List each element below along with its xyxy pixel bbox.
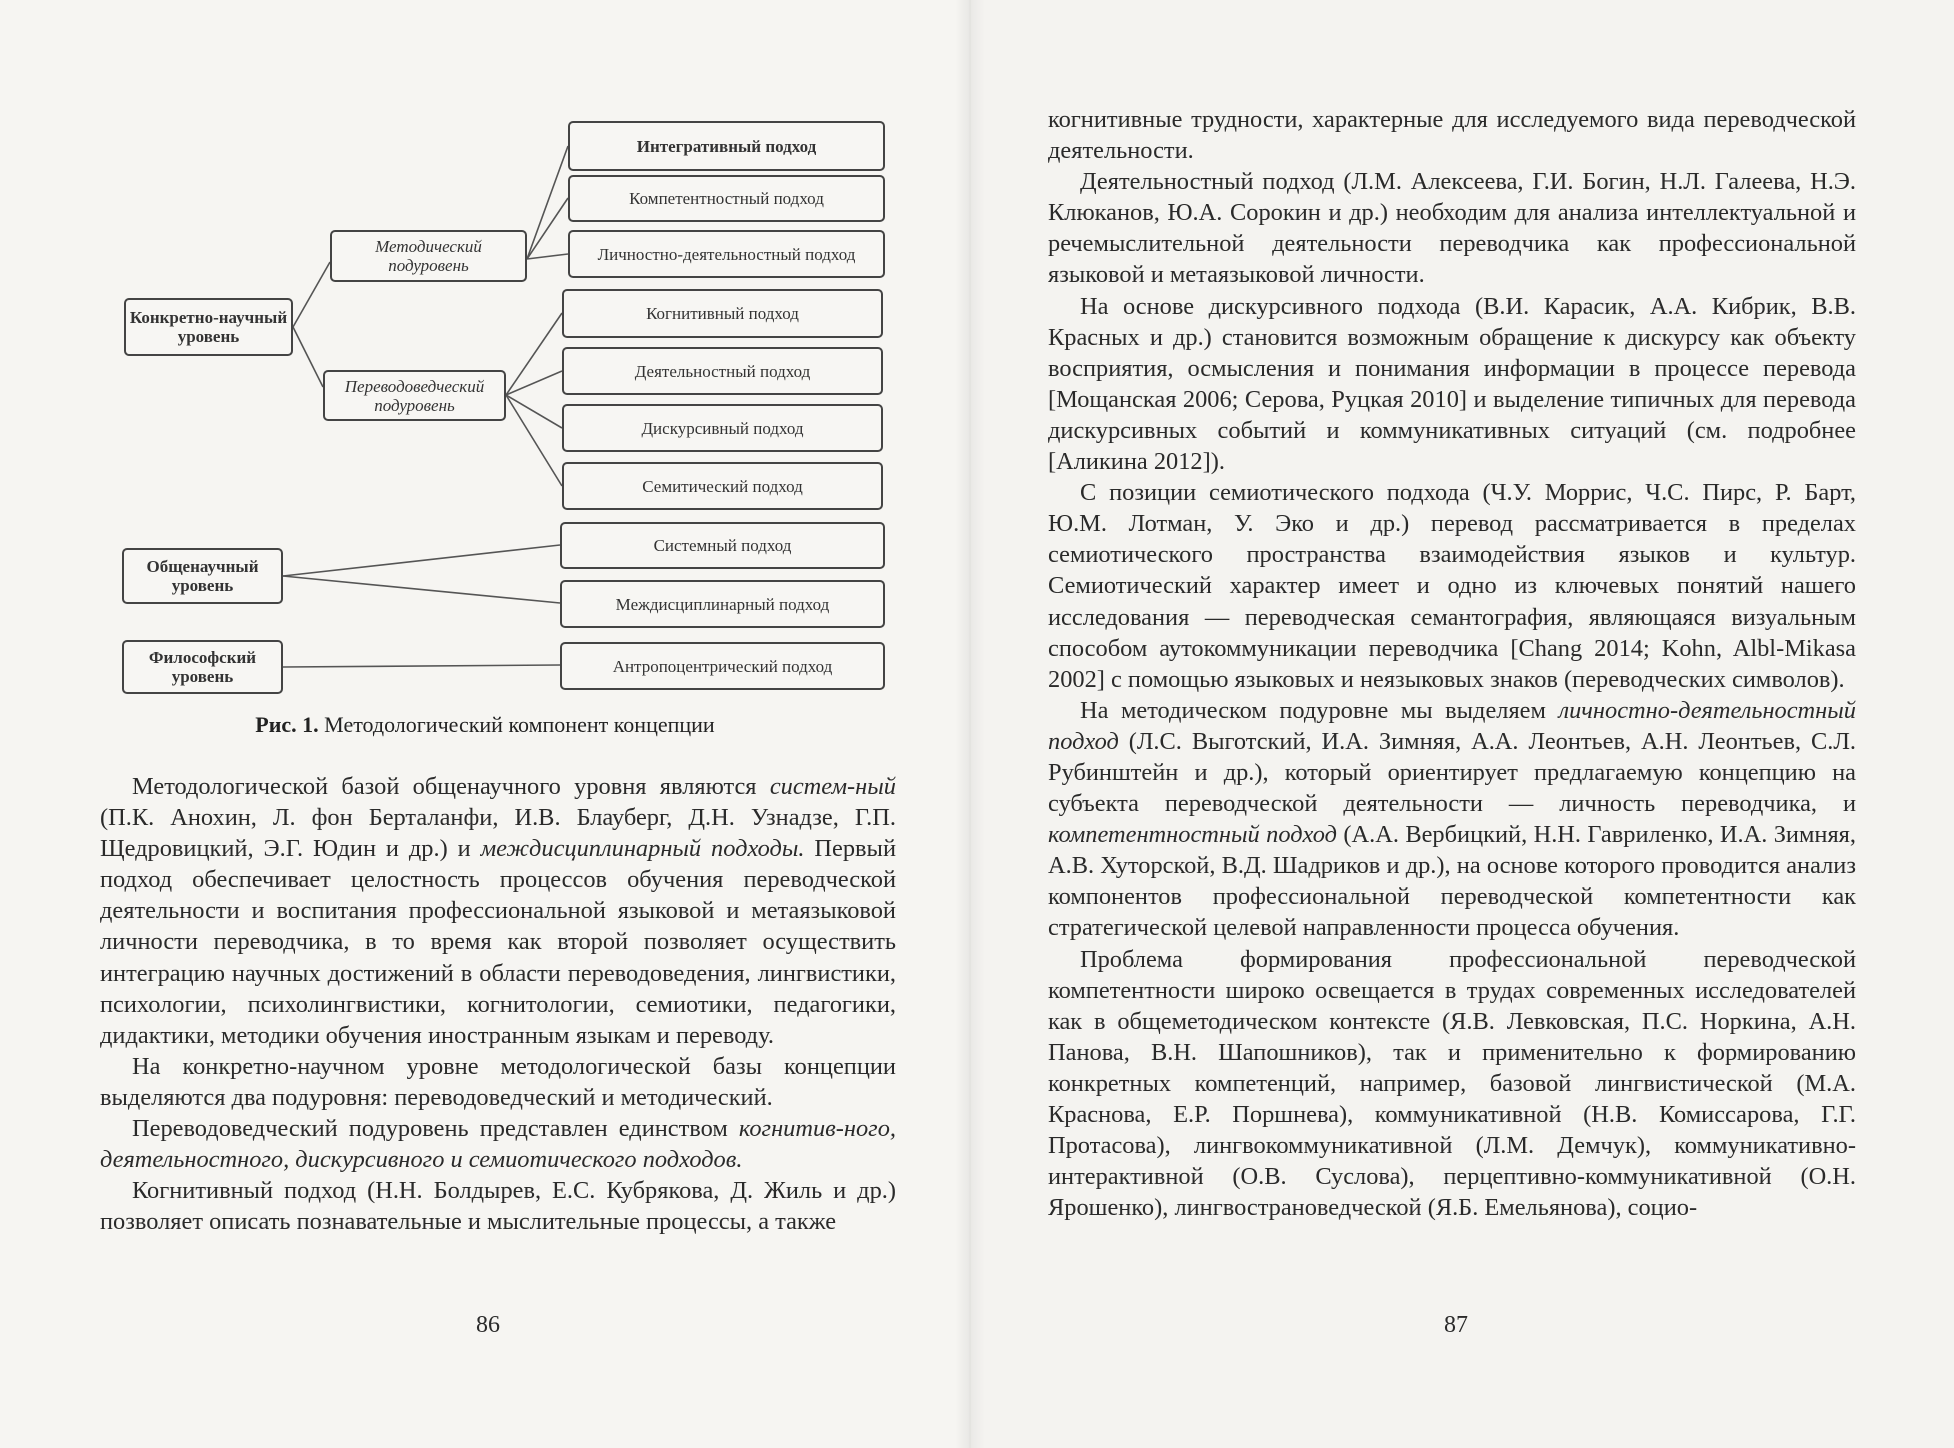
approach-activity-box — [562, 347, 883, 395]
connector-line — [506, 395, 562, 428]
paragraph — [100, 1175, 896, 1237]
approach-interdisciplinary-box — [560, 580, 885, 628]
book-gutter-shadow — [955, 0, 985, 1448]
text-run: (Л.С. Выготский, И.А. Зимняя, А.А. Леонтьев, А.Н. Леонтьев, С.Л. Рубинштейн и др.), который ориентирует предлагаемую концепцию на субъекта переводческой деятельности — личность переводчика, и — [1048, 727, 1856, 818]
level-philosophical-box — [122, 640, 283, 694]
approach-label: Деятельностный подход — [634, 361, 811, 381]
sublevel-methodical-label: Методический подуровень — [375, 237, 482, 275]
text-run: Когнитивный подход (Н.Н. Болдырев, Е.С. Кубрякова, Д. Жиль и др.) позволяет описать познавательные и мыслительные процессы, а также — [100, 1177, 896, 1236]
paragraph — [100, 771, 896, 1051]
approach-label: Личностно-деятельностный подход — [597, 244, 856, 264]
level-general-label: Общенаучный уровень — [146, 557, 259, 595]
paragraph — [1048, 166, 1856, 290]
text-run: Проблема формирования профессиональной переводческой компетентности широко освещается в трудах современных исследователей как в общеметодическом контексте (Я.В. Левковская, П.С. Норкина, А.Н. Панова, В.Н. Шапошников), так и применительно к формированию конкретных компетенций, например, базовой лингвистической (М.А. Краснова, Е.Р. Поршнева), коммуникативной (Н.В. Комиссарова, Г.Г. Протасова), лингвокоммуникативной (Л.М. Демчук), коммуникативно-интерактивной (О.В. Суслова), перцептивно-коммуникативной (О.Н. Ярошенко), лингвострановедческой (Я.Б. Емельянова), социо- — [1048, 945, 1856, 1222]
level-philosophical-label: Философский уровень — [148, 648, 257, 686]
approach-anthropocentric-box — [560, 642, 885, 690]
italic-term: личностно-деятельностный подход — [1048, 696, 1856, 755]
connector-line — [527, 146, 568, 259]
connector-line — [527, 254, 568, 259]
italic-term: систем-ный — [769, 773, 896, 800]
figure-caption-label: Рис. 1. — [255, 712, 319, 737]
paragraph — [1048, 291, 1856, 478]
text-run: Деятельностный подход (Л.М. Алексеева, Г.И. Богин, Н.Л. Галеева, Н.Э. Клюканов, Ю.А. Сорокин и др.) необходим для анализа интеллектуальной и речемыслительной деятельности переводчика как профессиональной языковой и метаязыковой личности. — [1048, 168, 1856, 289]
connector-line — [283, 576, 560, 603]
approach-label: Антропоцентрический подход — [612, 656, 833, 676]
connector-line — [293, 262, 330, 327]
sublevel-translation-label: Переводоведческий подуровень — [344, 376, 485, 415]
paragraph — [1048, 104, 1856, 166]
sublevel-translation-box — [323, 370, 506, 421]
paragraph — [100, 1113, 896, 1175]
italic-term: междисциплинарный подходы. — [480, 835, 805, 863]
approach-semiotic-box — [562, 462, 883, 510]
approach-label: Когнитивный подход — [646, 304, 799, 323]
left-page — [0, 0, 970, 1448]
approach-label: Компетентностный подход — [629, 189, 824, 208]
approach-cognitive-box — [562, 289, 883, 338]
text-run: На основе дискурсивного подхода (В.И. Карасик, А.А. Кибрик, В.В. Красных и др.) становится возможным обращение к дискурсу как объекту восприятия, осмысления и понимания информации в процессе перевода [Мощанская 2006; Серова, Руцкая 2010] и выделение типичных для перевода дискурсивных событий и коммуникативных ситуаций (см. подробнее [Аликина 2012]). — [1048, 292, 1856, 476]
text-run: (П.К. Анохин, Л. фон Берталанфи, И.В. Блауберг, Д.Н. Узнадзе, Г.П. Щедровицкий, Э.Г. Юдин и др.) и — [100, 804, 896, 863]
level-general-box — [122, 548, 283, 604]
right-page-text — [1048, 104, 1856, 1223]
paragraph — [1048, 695, 1856, 944]
approach-system-box — [560, 522, 885, 569]
figure-caption — [0, 712, 970, 738]
text-run: Переводоведческий подуровень представлен единством — [132, 1115, 739, 1143]
paragraph — [1048, 477, 1856, 695]
text-run: На конкретно-научном уровне методологической базы концепции выделяются два подуровня: переводоведческий и методический. — [100, 1052, 896, 1111]
text-run: (А.А. Вербицкий, Н.Н. Гавриленко, И.А. Зимняя, А.В. Хуторской, В.Д. Шадриков и др.), на основе которого проводится анализ компонентов профессиональной переводческой компетентности как стратегической целевой направленности процесса обучения. — [1048, 821, 1856, 942]
connector-line — [283, 665, 560, 667]
approach-label: Дискурсивный подход — [641, 418, 804, 438]
approach-label: Междисциплинарный подход — [615, 594, 830, 614]
connector-line — [506, 395, 562, 486]
page-number-right: 87 — [1444, 1312, 1468, 1338]
figure-caption-text: Методологический компонент концепции — [318, 712, 715, 737]
sublevel-methodical-box — [330, 230, 527, 282]
page-number-left: 86 — [476, 1312, 500, 1338]
connector-line — [293, 327, 323, 387]
text-run: когнитивные трудности, характерные для исследуемого вида переводческой деятельности. — [1048, 106, 1856, 165]
connector-line — [527, 198, 568, 259]
approach-discursive-box — [562, 404, 883, 452]
approach-label: Семитический подход — [642, 476, 803, 496]
text-run: Методологической базой общенаучного уровня являются — [132, 773, 770, 800]
text-run: На методическом подуровне мы выделяем — [1080, 696, 1559, 724]
approach-label: Системный подход — [653, 536, 792, 555]
paragraph — [100, 1051, 896, 1113]
paragraph — [1048, 944, 1856, 1224]
methodology-diagram — [0, 0, 970, 720]
text-run: Первый подход обеспечивает целостность процессов обучения переводческой деятельности и воспитания профессиональной языковой и метаязыковой личности переводчика, в то время как второй позволяет осуществить интеграцию научных достижений в области переводоведения, лингвистики, психологии, психолингвистики, когнитологии, семиотики, педагогики, дидактики, методики обучения иностранным языкам и переводу. — [100, 835, 896, 1049]
left-page-text — [100, 771, 896, 1237]
approach-label: Интегративный подход — [636, 136, 817, 156]
level-concrete-label: Конкретно-научный уровень — [129, 308, 288, 346]
connector-line — [283, 545, 560, 576]
level-concrete-box — [124, 298, 293, 356]
text-run: С позиции семиотического подхода (Ч.У. Моррис, Ч.С. Пирс, Р. Барт, Ю.М. Лотман, У. Эко и др.) перевод рассматривается в пределах семиотического пространства взаимодействия языков и культур. Семиотический характер имеет и одно из ключевых понятий нашего исследования — переводческая семантография, являющаяся визуальным способом аутокоммуникации переводчика [Chang 2014; Kohn, Albl-Mikasa 2002] с помощью языковых и неязыковых знаков (переводческих символов). — [1048, 479, 1856, 693]
right-page — [970, 0, 1954, 1448]
approach-competence-box — [568, 175, 885, 222]
italic-term: когнитив-ного, деятельностного, дискурсивного и семиотического подходов. — [100, 1115, 896, 1174]
approach-integrative-box — [568, 121, 885, 171]
approach-personal-activity-box — [568, 230, 885, 278]
italic-term: компетентностный подход — [1048, 821, 1337, 849]
